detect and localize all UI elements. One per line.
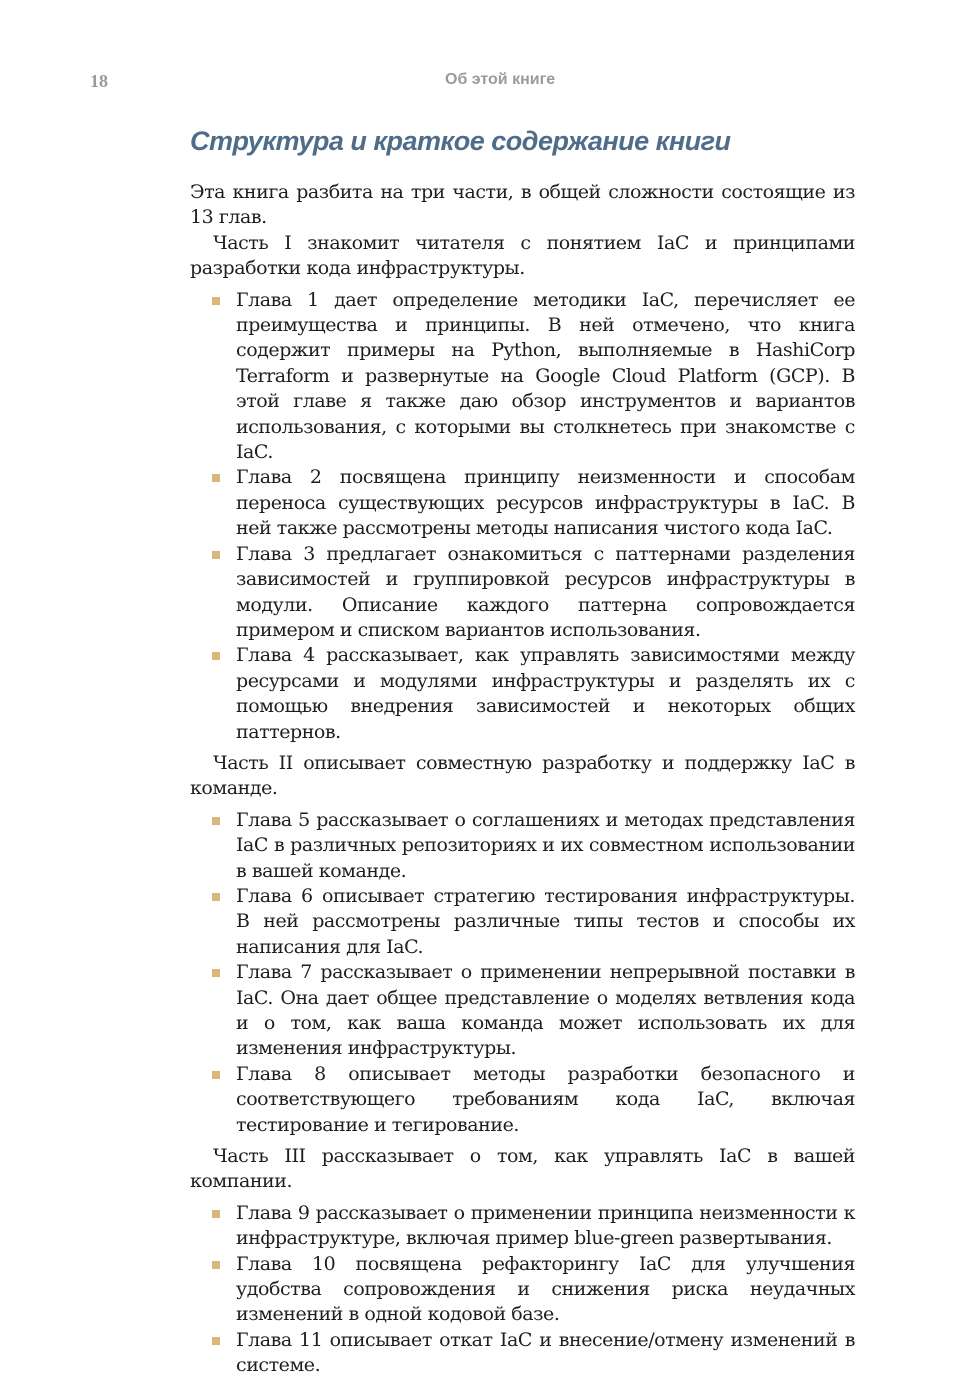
list-item-text: Глава 3 предлагает ознакомиться с паттернами разделения зависимостей и группировкой ресурсов инфраструктуры в модули. Описание каждого паттерна сопровождается примером и списком вариантов использования. [236,542,855,641]
list-item-text: Глава 7 рассказывает о применении непрерывной поставки в IaC. Она дает общее представление о моделях ветвления кода и о том, как ваша команда может использовать их для изменения инфраструктуры. [236,961,855,1060]
part1-intro: Часть I знакомит читателя с понятием IaC и принципами разработки кода инфраструктуры. [190,231,855,280]
page-number: 18 [90,71,108,91]
list-item [190,1252,855,1328]
part1-chapter-list [190,288,855,745]
square-bullet-icon [212,297,220,305]
part2-chapter-list [190,808,855,1138]
intro-paragraph: Эта книга разбита на три части, в общей сложности состоящие из 13 глав. [190,181,855,229]
body-text [190,180,855,1385]
list-item-text: Глава 11 описывает откат IaC и внесение/отмену изменений в системе. [236,1328,855,1377]
square-bullet-icon [212,1210,220,1218]
running-head: Об этой книге [445,71,556,88]
list-item [190,884,855,960]
list-item-text: Глава 9 рассказывает о применении принципа неизменности к инфраструктуре, включая пример blue-green развертывания. [236,1201,855,1250]
list-item [190,1062,855,1138]
list-item-text: Глава 2 посвящена принципу неизменности и способам переноса существующих ресурсов инфраструктуры в IaC. В ней также рассмотрены методы написания чистого кода IaC. [236,466,855,540]
list-item-text: Глава 8 описывает методы разработки безопасного и соответствующего требованиям кода IaC, включая тестирование и тегирование. [236,1062,855,1136]
list-item-text: Глава 4 рассказывает, как управлять зависимостями между ресурсами и модулями инфраструктуры и разделять их с помощью внедрения зависимостей и некоторых общих паттернов. [236,644,855,743]
list-item [190,465,855,541]
list-item [190,1328,855,1379]
square-bullet-icon [212,893,220,901]
list-item-text: Глава 5 рассказывает о соглашениях и методах представления IaC в различных репозиториях и их совместном использовании в вашей команде. [236,808,855,882]
square-bullet-icon [212,1071,220,1079]
part3-intro: Часть III рассказывает о том, как управлять IaC в вашей компании. [190,1145,855,1193]
square-bullet-icon [212,969,220,977]
square-bullet-icon [212,817,220,825]
square-bullet-icon [212,1337,220,1345]
part3-chapter-list [190,1201,855,1379]
section-heading: Структура и краткое содержание книги [190,126,731,156]
list-item [190,288,855,466]
list-item [190,542,855,644]
list-item-text: Глава 6 описывает стратегию тестирования инфраструктуры. В ней рассмотрены различные типы тестов и способы их написания для IaC. [236,884,855,958]
list-item [190,1201,855,1252]
list-item [190,643,855,745]
square-bullet-icon [212,474,220,482]
list-item [190,808,855,884]
list-item [190,960,855,1062]
square-bullet-icon [212,551,220,559]
square-bullet-icon [212,652,220,660]
part2-intro: Часть II описывает совместную разработку и поддержку IaC в команде. [190,751,855,800]
list-item-text: Глава 10 посвящена рефакторингу IaC для улучшения удобства сопровождения и снижения риска неудачных изменений в одной кодовой базе. [236,1252,855,1326]
square-bullet-icon [212,1261,220,1269]
list-item-text: Глава 1 дает определение методики IaC, перечисляет ее преимущества и принципы. В ней отмечено, что книга содержит примеры на Python, выполняемые в HashiCorp Terraform и развернутые на Google Cloud Platform (GCP). В этой главе я также даю обзор инструментов и вариантов использования, с которыми вы столкнетесь при знакомстве с IaC. [236,288,855,464]
